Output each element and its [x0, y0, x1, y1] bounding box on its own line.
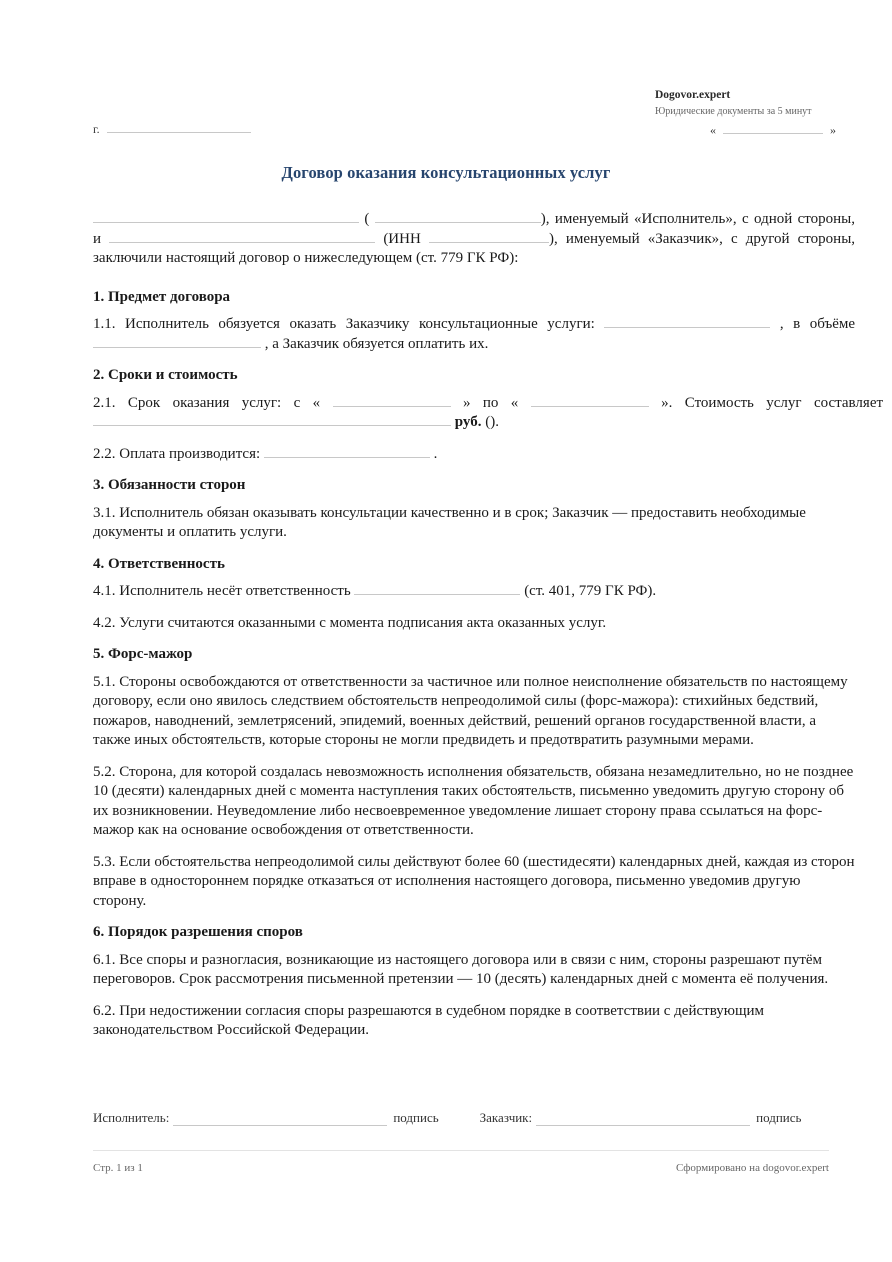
clause-1-1 — [93, 315, 855, 354]
clause-4-1-text-b: (ст. 401, 779 ГК РФ). — [524, 583, 657, 599]
customer-sign-label: Заказчик: — [479, 1110, 533, 1125]
section-1-heading: 1. Предмет договора — [93, 288, 231, 305]
clause-2-1-text-a: 2.1. Срок оказания услуг: с « — [93, 394, 321, 411]
customer-signature-blank — [536, 1111, 750, 1126]
clause-2-1-text-d: (). — [485, 414, 499, 430]
section-3-heading: 3. Обязанности сторон — [93, 477, 246, 493]
customer-sign-caption: подпись — [756, 1110, 802, 1125]
clause-2-2 — [93, 445, 855, 465]
generated-note: Сформировано на dogovor.expert — [675, 1162, 829, 1174]
start-date-blank — [333, 394, 451, 407]
clause-1-1-text-c: , а Заказчик обязуется оплатить их. — [264, 335, 489, 352]
clause-4-1 — [93, 582, 855, 602]
page-number: Стр. 1 из 1 — [93, 1162, 143, 1174]
signature-row — [93, 1110, 838, 1126]
footer-divider — [93, 1150, 829, 1151]
executor-sign-label: Исполнитель: — [93, 1110, 170, 1125]
price-blank — [93, 413, 451, 426]
payment-terms-blank — [264, 445, 430, 458]
clause-4-1-text-a: 4.1. Исполнитель несёт ответственность — [93, 583, 351, 599]
brand-tagline: Юридические документы за 5 минут — [655, 106, 812, 117]
preamble-text-2: ), именуемый «Исполнитель», с одной стороны, и — [93, 211, 856, 247]
clause-2-2-text-b: . — [433, 445, 438, 462]
currency-label: руб. — [454, 414, 482, 430]
clause-2-1 — [93, 394, 883, 433]
clause-6-2: 6.2. При недостижении согласия споры разрешаются в судебном порядке в соответствии с действующим законодательством Российской Федерации. — [93, 1002, 765, 1038]
clause-2-1-text-b: » по « — [462, 394, 519, 411]
date-close-quote: » — [830, 123, 836, 137]
brand-name: Dogovor.expert — [655, 89, 731, 101]
section-5-heading: 5. Форс-мажор — [93, 646, 193, 662]
clause-6-1: 6.1. Все споры и разногласия, возникающие из настоящего договора или в связи с ним, стороны разрешают путём переговоров. Срок рассмотрения письменной претензии — 10 (десять) календарных дней с момента её получения. — [93, 951, 829, 987]
preamble-text-1: ( — [364, 211, 370, 227]
clause-3-1: 3.1. Исполнитель обязан оказывать консультации качественно и в срок; Заказчик — предоставить необходимые документы и оплатить услуги. — [93, 504, 806, 540]
city-prefix: г. — [93, 122, 100, 136]
date-open-quote: « — [710, 123, 716, 137]
document-title: Договор оказания консультационных услуг — [281, 163, 611, 182]
brand-block — [655, 88, 855, 119]
clause-2-1-text-c: ». Стоимость услуг составляет — [661, 394, 884, 411]
executor-signature-blank — [173, 1111, 387, 1126]
liability-blank — [354, 582, 520, 595]
end-date-blank — [531, 394, 649, 407]
document-body — [93, 210, 884, 1041]
clause-5-3: 5.3. Если обстоятельства непреодолимой силы действуют более 60 (шестидесяти) календарных дней, каждая из сторон вправе в одностороннем порядке отказаться от исполнения настоящего договора, письменно уведомив другую сторону. — [93, 853, 855, 909]
clause-1-1-text-b: , в объёме — [779, 316, 856, 332]
section-2-heading: 2. Сроки и стоимость — [93, 367, 238, 383]
preamble-text-3: (ИНН — [383, 230, 421, 247]
clause-5-1: 5.1. Стороны освобождаются от ответственности за частичное или полное неисполнение обязательств по настоящему договору, если оно явилось следствием обстоятельств непреодолимой силы (форс-мажора): стихийных бедствий, пожаров, наводнений, землетрясений, эпидемий, военных действий, решений органов государственной власти, а также иных обстоятельств, которые стороны не могли предвидеть и предотвратить разумными мерами. — [93, 673, 848, 748]
section-6-heading: 6. Порядок разрешения споров — [93, 924, 303, 940]
section-4-heading: 4. Ответственность — [93, 555, 225, 572]
city-blank — [107, 120, 251, 133]
date-blank — [723, 121, 823, 134]
clause-2-2-text-a: 2.2. Оплата производится: — [93, 445, 261, 462]
city-line — [93, 120, 251, 137]
preamble-text-4: ), именуемый «Заказчик», с другой стороны, заключили настоящий договор о нижеследующем (ст. 779 ГК РФ): — [93, 230, 856, 266]
preamble — [93, 210, 855, 269]
customer-name-blank — [109, 230, 375, 243]
clause-5-2: 5.2. Сторона, для которой создалась невозможность исполнения обязательств, обязана незамедлительно, но не позднее 10 (десяти) календарных дней с момента наступления таких обстоятельств, письменно уведомить другую сторону об их возникновении. Неуведомление либо несвоевременное уведомление лишает сторону права ссылаться на форс-мажор как на основание освобождения от ответственности. — [93, 763, 854, 838]
service-volume-blank — [93, 335, 261, 348]
executor-rep-blank — [375, 210, 541, 223]
executor-name-blank — [93, 210, 359, 223]
clause-4-2: 4.2. Услуги считаются оказанными с момента подписания акта оказанных услуг. — [93, 614, 607, 631]
date-line — [710, 121, 836, 138]
clause-1-1-text-a: 1.1. Исполнитель обязуется оказать Заказчику консультационные услуги: — [93, 316, 595, 332]
customer-inn-blank — [429, 230, 549, 243]
executor-sign-caption: подпись — [393, 1110, 439, 1125]
service-subject-blank — [604, 315, 770, 328]
